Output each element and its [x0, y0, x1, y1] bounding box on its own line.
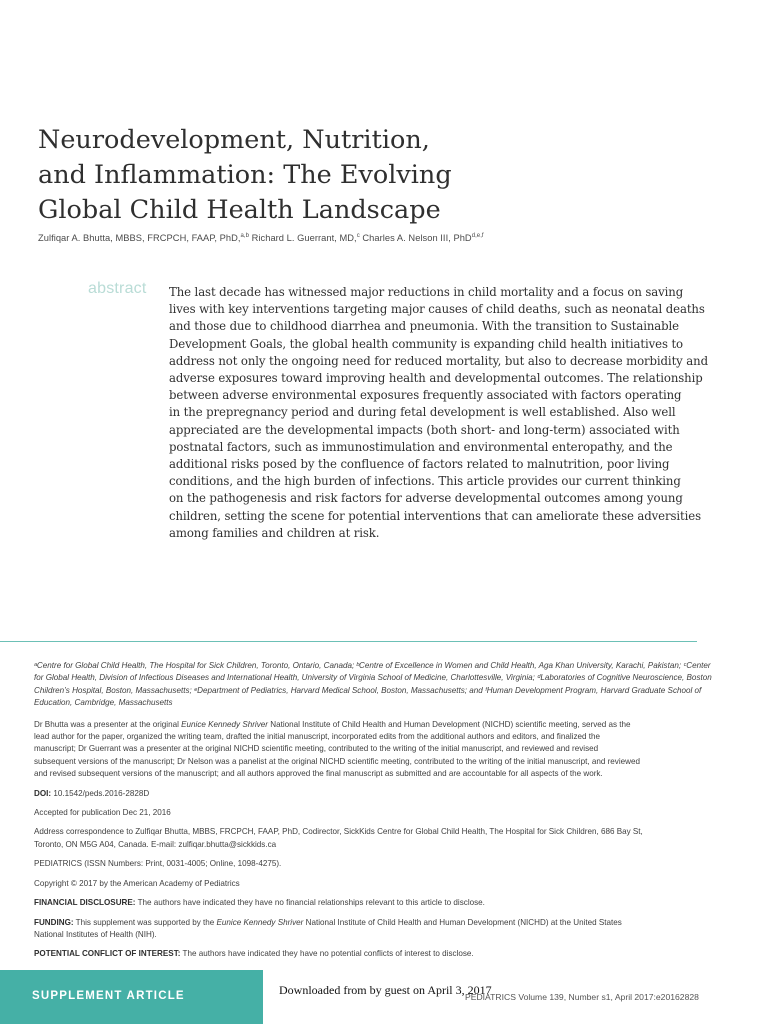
contribution-line: and revised subsequent versions of the manuscript; and all authors approved the final manuscript as submitted and are accountable for all aspects of the work.: [34, 769, 603, 779]
copyright: Copyright © 2017 by the American Academy of Pediatrics: [34, 878, 240, 888]
banner-label: SUPPLEMENT ARTICLE: [32, 990, 185, 1002]
conflict-text: The authors have indicated they have no potential conflicts of interest to disclose.: [180, 949, 474, 959]
financial-label: FINANCIAL DISCLOSURE:: [34, 898, 136, 908]
conflict-of-interest: [34, 948, 698, 960]
affiliation-line: Children’s Hospital, Boston, Massachusetts; ᵉDepartment of Pediatrics, Harvard Medical School, Boston, Massachusetts; and ᶠHuman Development Program, Harvard Graduate School of: [34, 685, 702, 695]
affiliation-line: for Global Health, Division of Infectious Diseases and International Health, University of Virginia School of Medicine, Charlottesville, Virginia; ᵈLaboratories of Cognitive Neuroscience, Boston: [34, 673, 712, 683]
contribution-text: National Institute of Child Health and Human Development (NICHD) scientific meeting, served as the: [267, 719, 631, 729]
contribution-italic: Eunice Kennedy Shriver: [181, 719, 268, 729]
contribution-text: Dr Bhutta was a presenter at the original: [34, 719, 182, 729]
accepted-date: Accepted for publication Dec 21, 2016: [34, 808, 171, 818]
abstract-line: address not only the ongoing need for reduced mortality, but also to decrease morbidity and: [169, 353, 708, 368]
funding-text: This supplement was supported by the: [73, 917, 217, 927]
contribution-line: manuscript; Dr Guerrant was a presenter at the original NICHD scientific meeting, contributed to the writing of the initial manuscript, and reviewed and revised: [34, 744, 599, 754]
correspondence: [34, 826, 698, 851]
funding-text: National Institute of Child Health and Human Development (NICHD) at the United States: [303, 917, 622, 927]
abstract-line: The last decade has witnessed major reductions in child mortality and a focus on saving: [169, 285, 684, 299]
article-notes: [34, 660, 712, 968]
abstract-line: between adverse environmental exposures frequently associated with factors operating: [169, 388, 682, 403]
financial-text: The authors have indicated they have no financial relationships relevant to this article to disclose.: [135, 898, 485, 908]
abstract-text: [169, 284, 708, 542]
financial-disclosure: [34, 897, 698, 909]
doi: [34, 788, 698, 800]
abstract-line: appreciated are the developmental impacts (both short- and long-term) associated with: [169, 422, 680, 437]
section-divider: [0, 641, 697, 642]
funding-label: FUNDING:: [34, 917, 74, 927]
supplement-article-banner: [0, 970, 263, 1024]
abstract-line: and those due to childhood diarrhea and pneumonia. With the transition to Sustainable: [169, 319, 679, 334]
article-title: [38, 123, 558, 228]
conflict-label: POTENTIAL CONFLICT OF INTEREST:: [34, 949, 181, 959]
abstract-heading: abstract: [88, 280, 147, 297]
contribution-line: [34, 719, 698, 731]
contribution-line: subsequent versions of the manuscript; Dr Nelson was a panelist at the original NICHD scientific meeting, contributed to the writing of the initial manuscript, and reviewed: [34, 756, 640, 766]
title-line: Global Child Health Landscape: [38, 195, 441, 225]
abstract-line: postnatal factors, such as immunostimulation and environmental enteropathy, and the: [169, 439, 673, 454]
author-name: Zulfiqar A. Bhutta, MBBS, FRCPCH, FAAP, PhD,: [38, 233, 241, 244]
author-contributions: [34, 719, 698, 781]
author-affiliation-mark: d,e,f: [471, 233, 484, 239]
affiliation-line: Education, Cambridge, Massachusetts: [34, 698, 173, 708]
funding-italic: Eunice Kennedy Shriver: [216, 917, 304, 927]
author-affiliation-mark: a,b: [240, 233, 249, 239]
abstract-line: in the prepregnancy period and during fetal development is well established. Also well: [169, 405, 676, 420]
issn: PEDIATRICS (ISSN Numbers: Print, 0031-4005; Online, 1098-4275).: [34, 859, 282, 869]
funding: [34, 917, 698, 942]
correspondence-line: Address correspondence to Zulfiqar Bhutta, MBBS, FRCPCH, FAAP, PhD, Codirector, SickKids Centre for Global Child Health, The Hospital for Sick Children, 686 Bay St,: [34, 827, 643, 837]
abstract-line: children, setting the scene for potential interventions that can ameliorate these adversities: [169, 508, 701, 523]
abstract-line: additional risks posed by the confluence of factors related to malnutrition, poor living: [169, 457, 670, 472]
correspondence-line: Toronto, ON M5G A04, Canada. E-mail: zulfiqar.bhutta@sickkids.ca: [34, 839, 277, 849]
abstract-line: lives with key interventions targeting major causes of child deaths, such as neonatal deaths: [169, 302, 705, 317]
affiliations: [34, 660, 712, 710]
author-name: Richard L. Guerrant, MD,: [251, 233, 357, 244]
author-affiliation-mark: c: [356, 233, 360, 239]
doi-label: DOI:: [34, 788, 52, 798]
doi-link[interactable]: 10.1542/peds.2016-2828D: [51, 788, 150, 798]
title-line: and Inflammation: The Evolving: [38, 160, 452, 190]
journal-citation: PEDIATRICS Volume 139, Number s1, April 2017:e20162828: [465, 992, 699, 1002]
contribution-line: lead author for the paper, organized the writing team, drafted the initial manuscript, incorporated edits from the additional authors and editors, and finalized the: [34, 732, 601, 742]
funding-line: National Institutes of Health (NIH).: [34, 929, 157, 939]
download-stamp: Downloaded from by guest on April 3, 2017: [279, 983, 492, 997]
abstract-line: Development Goals, the global health community is expanding child health initiatives to: [169, 336, 683, 351]
funding-line: [34, 917, 698, 929]
abstract-line: adverse exposures toward improving health and developmental outcomes. The relationship: [169, 371, 703, 386]
abstract-line: conditions, and the high burden of infections. This article provides our current thinking: [169, 474, 681, 489]
author-name: Charles A. Nelson III, PhD: [362, 233, 472, 244]
abstract-line: on the pathogenesis and risk factors for adverse developmental outcomes among young: [169, 491, 683, 506]
abstract-line: among families and children at risk.: [169, 525, 380, 540]
title-line: Neurodevelopment, Nutrition,: [38, 125, 430, 155]
author-list: [38, 233, 738, 243]
affiliation-line: ᵃCentre for Global Child Health, The Hospital for Sick Children, Toronto, Ontario, Canada; ᵇCentre of Excellence in Women and Child Health, Aga Khan University, Karachi, Pakistan; ᶜCenter: [34, 661, 711, 670]
